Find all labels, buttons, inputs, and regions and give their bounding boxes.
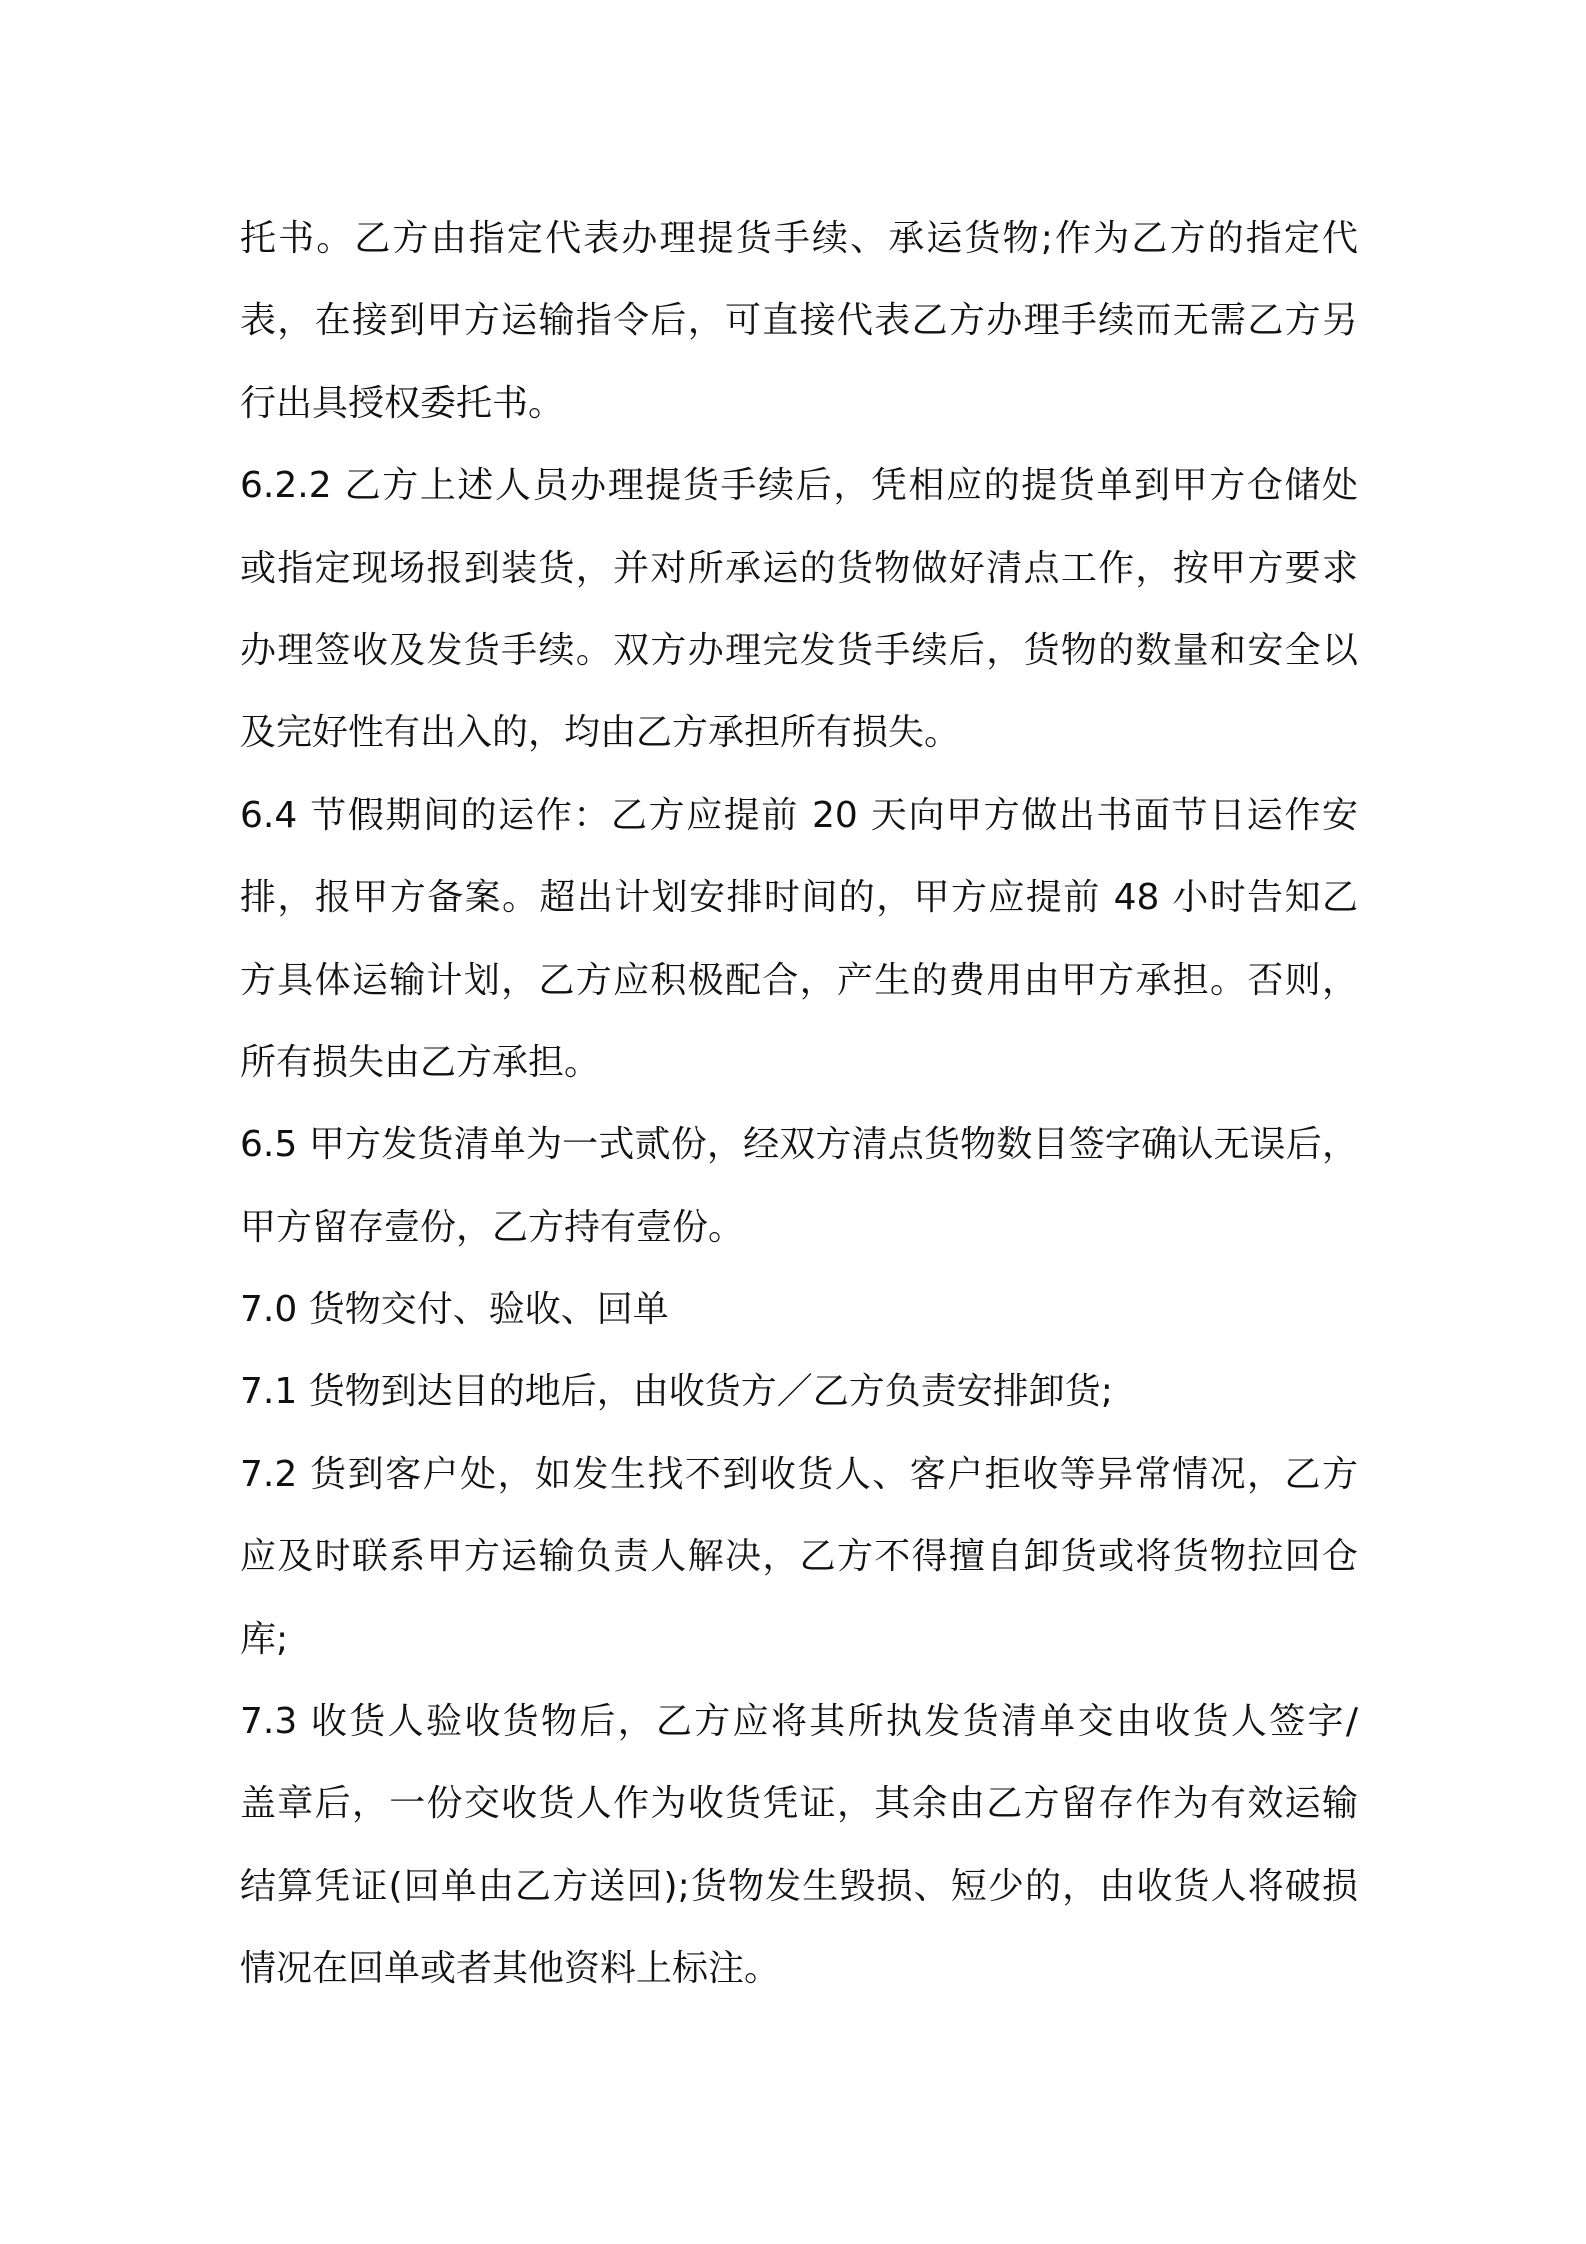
text-line: 7.1 货物到达目的地后，由收货方／乙方负责安排卸货; <box>240 1371 1113 1413</box>
text-line: 托书。乙方由指定代表办理提货手续、承运货物;作为乙方的指定代 <box>240 218 1358 259</box>
text-line: 或指定现场报到装货，并对所承运的货物做好清点工作，按甲方要求 <box>240 547 1358 589</box>
text-line: 7.3 收货人验收货物后，乙方应将其所执发货清单交由收货人签字/ <box>240 1701 1358 1743</box>
text-line: 库; <box>240 1618 289 1660</box>
text-line: 6.2.2 乙方上述人员办理提货手续后，凭相应的提货单到甲方仓储处 <box>240 465 1358 507</box>
text-line: 结算凭证(回单由乙方送回);货物发生毁损、短少的，由收货人将破损 <box>240 1865 1358 1907</box>
text-line: 7.2 货到客户处，如发生找不到收货人、客户拒收等异常情况，乙方 <box>240 1453 1358 1495</box>
text-line: 应及时联系甲方运输负责人解决，乙方不得擅自卸货或将货物拉回仓 <box>240 1536 1358 1578</box>
text-line: 排，报甲方备案。超出计划安排时间的，甲方应提前 48 小时告知乙 <box>240 877 1358 919</box>
text-line: 行出具授权委托书。 <box>240 382 565 424</box>
text-line: 甲方留存壹份，乙方持有壹份。 <box>240 1206 745 1248</box>
text-line: 情况在回单或者其他资料上标注。 <box>240 1948 781 1990</box>
text-line: 6.5 甲方发货清单为一式贰份，经双方清点货物数目签字确认无误后， <box>240 1124 1358 1166</box>
text-line: 所有损失由乙方承担。 <box>240 1041 601 1083</box>
text-line: 盖章后，一份交收货人作为收货凭证，其余由乙方留存作为有效运输 <box>240 1783 1358 1825</box>
text-line: 6.4 节假期间的运作：乙方应提前 20 天向甲方做出书面节日运作安 <box>240 794 1358 836</box>
document-body <box>240 198 1358 2011</box>
section-heading: 7.0 货物交付、验收、回单 <box>240 1289 669 1331</box>
text-line: 办理签收及发货手续。双方办理完发货手续后，货物的数量和安全以 <box>240 629 1358 671</box>
text-line: 方具体运输计划，乙方应积极配合，产生的费用由甲方承担。否则， <box>240 959 1358 1001</box>
text-line: 及完好性有出入的，均由乙方承担所有损失。 <box>240 712 961 754</box>
text-line: 表，在接到甲方运输指令后，可直接代表乙方办理手续而无需乙方另 <box>240 300 1358 342</box>
